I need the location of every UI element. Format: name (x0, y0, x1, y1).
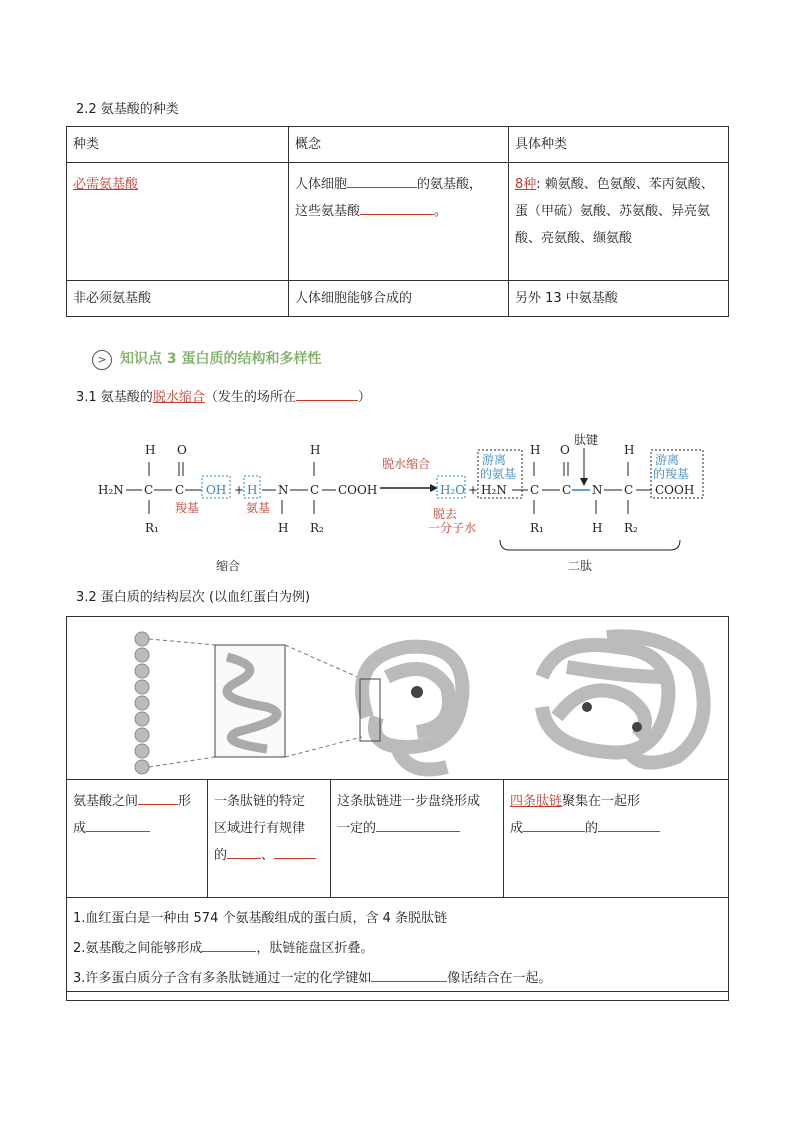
svg-text:的氨基: 的氨基 (480, 467, 517, 481)
svg-text:游离: 游离 (655, 453, 680, 467)
caption-left: 缩合 (216, 559, 241, 573)
header-detail: 具体种类 (509, 127, 729, 163)
note-3: 3.许多蛋白质分子含有多条肽链通过一定的化学键如 像话结合在一起。 (73, 964, 722, 994)
r2-right: R₂ (624, 521, 638, 535)
header-type: 种类 (67, 127, 289, 163)
amino-acid-types-table (66, 126, 729, 317)
essential-concept: 人体细胞 的氨基酸， 这些氨基酸 。 (289, 163, 509, 281)
level-secondary: 一条肽链的特定 区域进行有规律 的 、 (208, 780, 331, 898)
knowledge-point-3: > 知识点 3 蛋白质的结构和多样性 (92, 348, 322, 370)
h-group: H (247, 483, 258, 497)
section-title-2-2: 2.2 氨基酸的种类 (76, 102, 179, 117)
svg-text:H: H (592, 521, 603, 535)
svg-text:O: O (560, 443, 570, 457)
amino-label: 氨基 (246, 501, 271, 515)
blank-site[interactable] (296, 386, 358, 401)
svg-text:C: C (144, 483, 154, 497)
o-top-1: O (177, 443, 187, 457)
protein-structure-panel (66, 616, 729, 992)
svg-text:C: C (530, 483, 540, 497)
svg-text:COOH: COOH (655, 483, 695, 497)
blank-1[interactable] (347, 173, 417, 188)
caption-right: 二肽 (568, 559, 593, 573)
svg-text:+: + (234, 483, 245, 497)
protein-structure-illustration (67, 617, 728, 779)
blank-2[interactable] (360, 200, 434, 215)
svg-text:+: + (468, 483, 479, 497)
chevron-circle-icon: > (92, 350, 112, 370)
level-quaternary: 四条肽链聚集在一起形 成 的 (504, 780, 729, 898)
svg-text:C: C (624, 483, 634, 497)
svg-text:COOH: COOH (338, 483, 378, 497)
svg-text:C: C (175, 483, 185, 497)
level-primary: 氨基酸之间 形 成 (67, 780, 208, 898)
blank-3[interactable] (138, 790, 178, 805)
svg-text:H: H (278, 521, 289, 535)
svg-text:的羧基: 的羧基 (653, 467, 690, 481)
svg-text:游离: 游离 (482, 453, 507, 467)
carboxyl-label: 羧基 (175, 501, 200, 515)
svg-text:H: H (310, 443, 321, 457)
level-tertiary: 这条肽链进一步盘绕形成 一定的 (331, 780, 504, 898)
dehydration-label: 脱水缩合 (382, 457, 431, 471)
h-top-1: H (145, 443, 156, 457)
header-concept: 概念 (289, 127, 509, 163)
notes-cell (67, 898, 729, 1001)
h2n-2: H₂N (481, 483, 507, 497)
blank-11[interactable] (371, 967, 447, 982)
svg-text:H: H (530, 443, 541, 457)
blank-7[interactable] (376, 817, 460, 832)
h2n-1: H₂N (98, 483, 124, 497)
svg-text:一分子水: 一分子水 (428, 521, 477, 535)
nonessential-detail: 另外 13 中氨基酸 (509, 281, 729, 317)
peptide-bond-label: 肽键 (574, 433, 599, 447)
dehydration-condensation-diagram (90, 430, 730, 580)
svg-text:N: N (278, 483, 289, 497)
note-1: 1.血红蛋白是一种由 574 个氨基酸组成的蛋白质，含 4 条脱肽链 (73, 911, 448, 926)
water: H₂O (440, 483, 466, 497)
blank-6[interactable] (274, 844, 316, 859)
svg-text:脱去: 脱去 (433, 507, 458, 521)
oh-group: OH (206, 483, 227, 497)
section-title-3-1: 3.1 氨基酸的脱水缩合（发生的场所在 ） (76, 386, 371, 405)
structure-levels-table (66, 779, 729, 1001)
r1-right: R₁ (530, 521, 544, 535)
essential-label: 必需氨基酸 (73, 177, 139, 192)
blank-10[interactable] (202, 937, 256, 952)
nonessential-concept: 人体细胞能够合成的 (289, 281, 509, 317)
nonessential-label: 非必须氨基酸 (67, 281, 289, 317)
r1-left: R₁ (145, 521, 159, 535)
r2-left: R₂ (310, 521, 324, 535)
section-title-3-2: 3.2 蛋白质的结构层次 (以血红蛋白为例) (76, 590, 311, 605)
svg-text:C: C (562, 483, 572, 497)
svg-text:N: N (592, 483, 603, 497)
note-2: 2.氨基酸之间能够形成 ，肽链能盘区折叠。 (73, 934, 722, 964)
essential-cell (67, 163, 289, 281)
svg-text:H: H (624, 443, 635, 457)
blank-8[interactable] (523, 817, 585, 832)
svg-text:C: C (310, 483, 320, 497)
blank-5[interactable] (227, 844, 261, 859)
blank-4[interactable] (86, 817, 150, 832)
blank-9[interactable] (598, 817, 660, 832)
essential-detail: 8种: 赖氨酸、色氨酸、苯丙氨酸、蛋（甲硫）氨酸、苏氨酸、异亮氨酸、亮氨酸、缬氨酸 (509, 163, 729, 281)
